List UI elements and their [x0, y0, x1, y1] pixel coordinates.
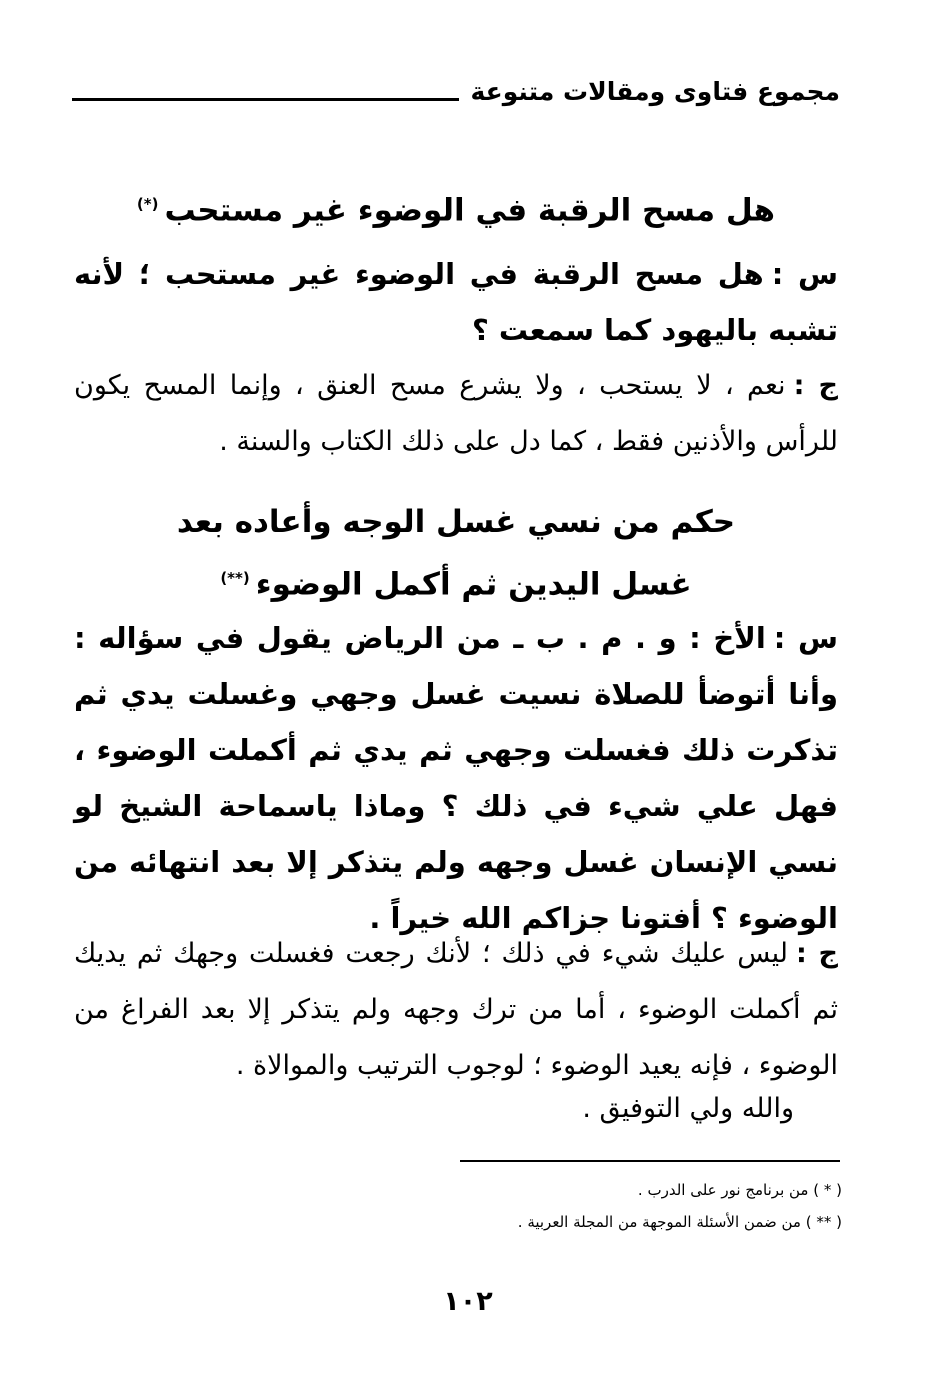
footnote-2-text: من ضمن الأسئلة الموجهة من المجلة العربية . [517, 1213, 801, 1231]
answer-label: ج : [793, 370, 839, 401]
section-2-answer [74, 926, 838, 1094]
question-text: الأخ : و . م . ب ـ من الرياض يقول في سؤاله : وأنا أتوضأ للصلاة نسيت غسل وجهي وغسلت يدي ثم تذكرت ذلك فغسلت وجهي ثم يدي ثم أكملت الوضوء ، فهل علي شيء في ذلك ؟ وماذا ياسماحة الشيخ لو نسي الإنسان غسل وجهه ولم يتذكر إلا بعد انتهائه من الوضوء ؟ أفتونا جزاكم الله خيراً . [74, 621, 838, 935]
section-2-title-line-1: حكم من نسي غسل الوجه وأعاده بعد [176, 504, 736, 540]
footnote-marker-2: (**) [220, 569, 250, 587]
book-title: مجموع فتاوى ومقالات متنوعة [459, 72, 840, 112]
section-2-question [74, 610, 838, 946]
answer-label: ج : [796, 938, 838, 969]
footnote-rule [460, 1160, 840, 1162]
footnote-1 [638, 1178, 842, 1202]
question-label: س : [771, 257, 838, 291]
running-header [72, 72, 840, 112]
footnote-1-text: من برنامج نور على الدرب . [637, 1181, 809, 1199]
section-2-heading [72, 494, 840, 612]
closing-line [74, 1084, 838, 1134]
footnote-2 [518, 1210, 842, 1234]
question-label: س : [773, 621, 838, 655]
footnote-1-marker: ( * ) [813, 1181, 842, 1199]
footnote-2-marker: ( ** ) [805, 1213, 842, 1231]
question-text: هل مسح الرقبة في الوضوء غير مستحب ؛ لأنه تشبه باليهود كما سمعت ؟ [74, 257, 838, 347]
section-1-heading [72, 176, 840, 238]
answer-text: ليس عليك شيء في ذلك ؛ لأنك رجعت فغسلت وجهك ثم يديك ثم أكملت الوضوء ، أما من ترك وجهه ولم يتذكر إلا بعد الفراغ من الوضوء ، فإنه يعيد الوضوء ؛ لوجوب الترتيب والموالاة . [74, 938, 838, 1081]
closing-text: والله ولي التوفيق . [582, 1093, 794, 1124]
section-1-question [74, 246, 838, 358]
answer-text: نعم ، لا يستحب ، ولا يشرع مسح العنق ، وإنما المسح يكون للرأس والأذنين فقط ، كما دل على ذلك الكتاب والسنة . [74, 370, 838, 457]
page-number: ١٠٢ [443, 1286, 493, 1317]
footnote-marker-1: (*) [136, 195, 159, 213]
section-1-answer [74, 358, 838, 470]
section-2-title-line-2: غسل اليدين ثم أكمل الوضوء [255, 566, 692, 603]
section-1-title: هل مسح الرقبة في الوضوء غير مستحب [164, 192, 776, 229]
